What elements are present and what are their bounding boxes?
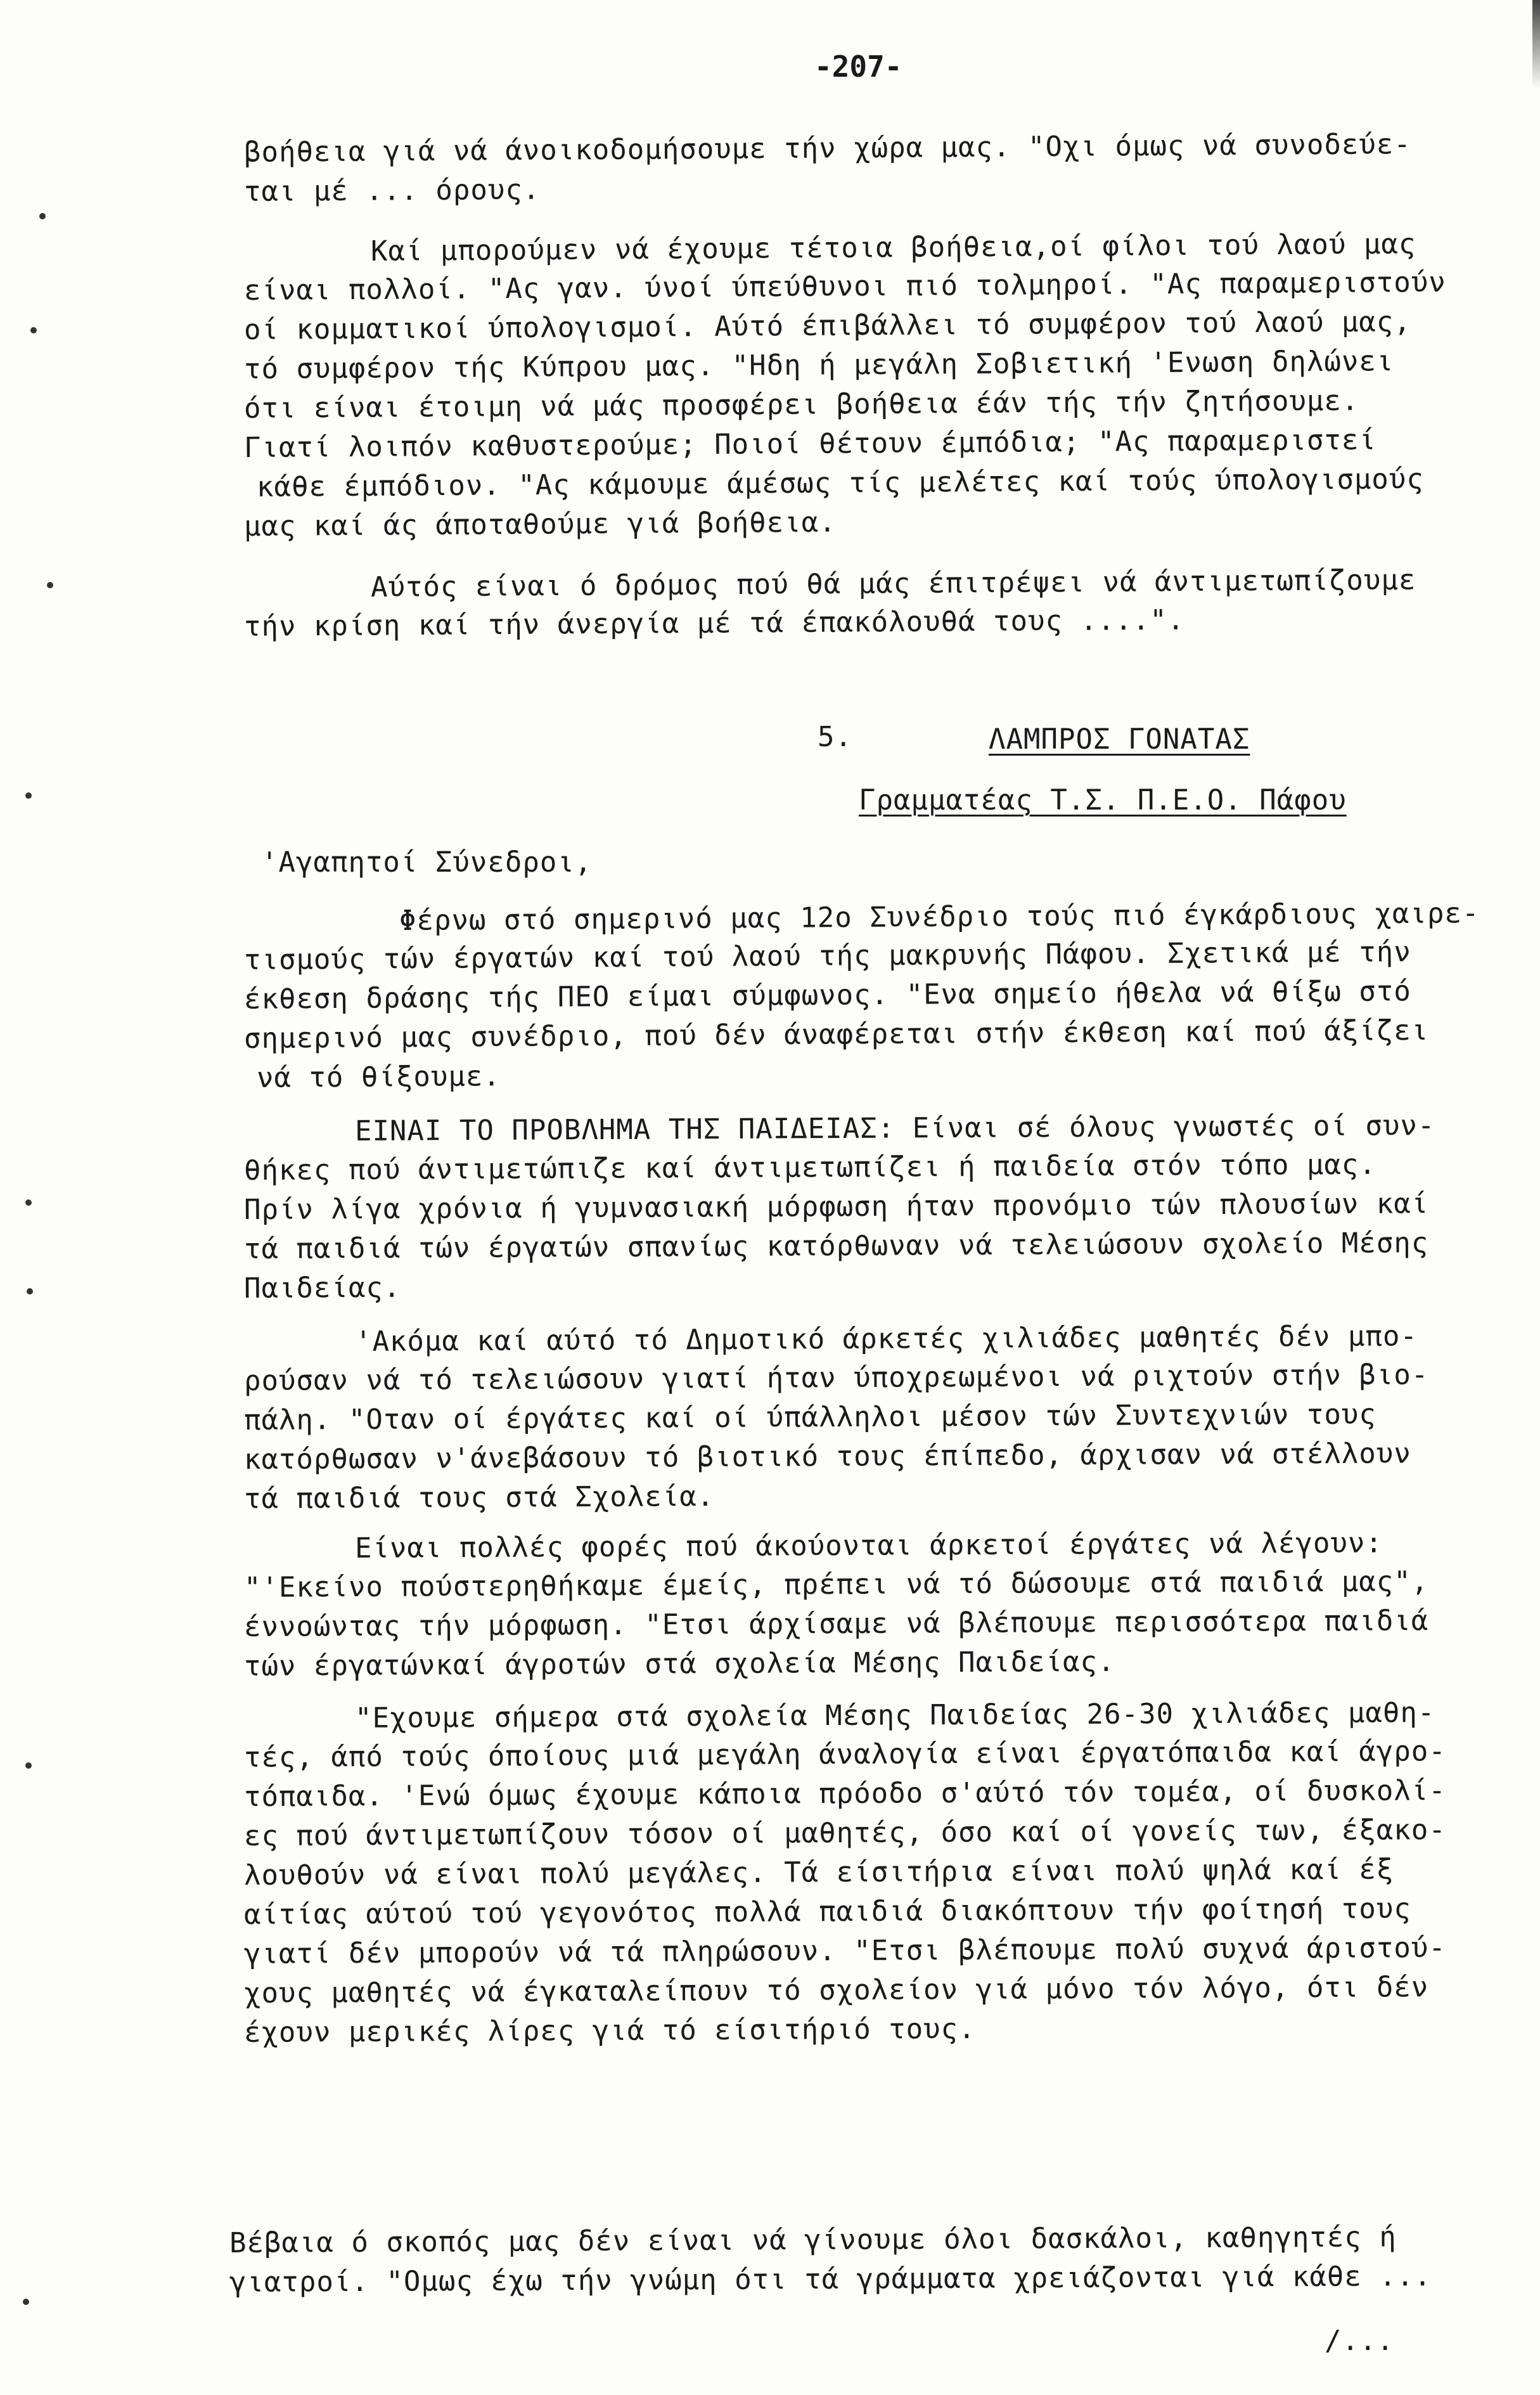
text-line: τισμούς τών έργατών καί τού λαού τής μακρυνής Πάφου. Σχετικά μέ τήν: [243, 936, 1411, 976]
text-line: νά τό θίξουμε.: [256, 1060, 501, 1094]
text-line: λουθούν νά είναι πολύ μεγάλες. Τά είσιτήρια είναι πολύ ψηλά καί έξ: [243, 1853, 1394, 1892]
text-line: Πρίν λίγα χρόνια ή γυμνασιακή μόρφωση ήταν προνόμιο τών πλουσίων καί: [243, 1187, 1429, 1226]
text-line: τά παιδιά τών έργατών σπανίως κατόρθωναν νά τελειώσουν σχολείο Μέσης: [243, 1227, 1429, 1265]
text-line: γιατροί. "Ομως έχω τήν γνώμη ότι τά γράμματα χρειάζονται γιά κάθε ...: [229, 2260, 1432, 2299]
text-line: σημερινό μας συνέδριο, πού δέν άναφέρεται στήν έκθεση καί πού άξίζει: [243, 1014, 1429, 1055]
text-line: οί κομματικοί ύπολογισμοί. Αύτό έπιβάλλει τό συμφέρον τού λαού μας,: [243, 306, 1411, 346]
salutation: 'Αγαπητοί Σύνεδροι,: [261, 846, 593, 879]
text-line: τές, άπό τούς όποίους μιά μεγάλη άναλογία είναι έργατόπαιδα καί άγρο-: [243, 1735, 1446, 1774]
text-line: Φέρνω στό σημερινό μας 12ο Συνέδριο τούς πιό έγκάρδιους χαιρε-: [399, 897, 1480, 937]
text-line: Αύτός είναι ό δρόμος πού θά μάς έπιτρέψει νά άντιμετωπίζουμε: [370, 564, 1416, 604]
text-line: χους μαθητές νά έγκαταλείπουν τό σχολείον γιά μόνο τόν λόγο, ότι δέν: [243, 1971, 1429, 2010]
scan-margin-dot: [25, 1199, 32, 1206]
continuation-mark: /...: [1325, 2325, 1394, 2357]
text-line: τό συμφέρον τής Κύπρου μας. "Ηδη ή μεγάλη Σοβιετική 'Ενωση δηλώνει: [243, 345, 1394, 385]
scan-margin-dot: [25, 792, 32, 799]
text-line: Είναι πολλές φορές πού άκούονται άρκετοί έργάτες νά λέγουν:: [354, 1527, 1383, 1565]
text-line: ρούσαν νά τό τελειώσουν γιατί ήταν ύποχρεωμένοι νά ριχτούν στήν βιο-: [243, 1359, 1429, 1397]
text-line: Παιδείας.: [243, 1271, 401, 1305]
text-line: τήν κρίση καί τήν άνεργία μέ τά έπακόλουθά τους ....".: [243, 604, 1185, 643]
text-line: ες πού άντιμετωπίζουν τόσον οί μαθητές, όσο καί οί γονείς των, έξακο-: [243, 1814, 1446, 1852]
scan-margin-dot: [30, 327, 37, 333]
text-line: μας καί άς άποταθούμε γιά βοήθεια.: [243, 506, 837, 543]
section-number: 5.: [818, 721, 852, 753]
text-line: είναι πολλοί. "Ας γαν. ύνοί ύπεύθυνοι πιό τολμηροί. "Ας παραμεριστούν: [243, 266, 1446, 307]
scan-edge-mark: [1532, 0, 1540, 89]
text-line: ότι είναι έτοιμη νά μάς προσφέρει βοήθεια έάν τής τήν ζητήσουμε.: [243, 384, 1359, 425]
scan-margin-dot: [39, 213, 46, 219]
text-line: κατόρθωσαν ν'άνεβάσουν τό βιοτικό τους έπίπεδο, άρχισαν νά στέλλουν: [243, 1437, 1411, 1476]
text-line: τόπαιδα. 'Ενώ όμως έχουμε κάποια πρόοδο σ'αύτό τόν τομέα, οί δυσκολί-: [243, 1774, 1446, 1813]
text-line: 'Ακόμα καί αύτό τό Δημοτικό άρκετές χιλιάδες μαθητές δέν μπο-: [354, 1320, 1418, 1358]
scan-margin-dot: [23, 2299, 29, 2305]
text-line: Καί μπορούμεν νά έχουμε τέτοια βοήθεια,οί φίλοι τού λαού μας: [370, 228, 1416, 268]
text-line: έχουν μερικές λίρες γιά τό είσιτήριό τους.: [243, 2012, 976, 2049]
text-line: ΕΙΝΑΙ ΤΟ ΠΡΟΒΛΗΜΑ ΤΗΣ ΠΑΙΔΕΙΑΣ: Είναι σέ όλους γνωστές οί συν-: [354, 1109, 1435, 1147]
text-line: τών έργατώνκαί άγροτών στά σχολεία Μέσης Παιδείας.: [243, 1645, 1115, 1682]
text-line: θήκες πού άντιμετώπιζε καί άντιμετωπίζει ή παιδεία στόν τόπο μας.: [243, 1148, 1376, 1187]
text-line: ται μέ ... όρους.: [243, 173, 541, 208]
text-line: "'Εκείνο πούστερηθήκαμε έμείς, πρέπει νά τό δώσουμε στά παιδιά μας",: [243, 1565, 1429, 1604]
text-line: γιατί δέν μπορούν νά τά πληρώσουν. "Ετσι βλέπουμε πολύ συχνά άριστού-: [243, 1932, 1446, 1970]
text-line: βοήθεια γιά νά άνοικοδομήσουμε τήν χώρα μας. "Οχι όμως νά συνοδεύε-: [243, 128, 1411, 169]
text-line: Γιατί λοιπόν καθυστερούμε; Ποιοί θέτουν έμπόδια; "Ας παραμεριστεί: [243, 423, 1377, 464]
text-line: έννοώντας τήν μόρφωση. "Ετσι άρχίσαμε νά βλέπουμε περισσότερα παιδιά: [243, 1604, 1429, 1643]
scan-margin-dot: [25, 1762, 32, 1769]
text-line: Βέβαια ό σκοπός μας δέν είναι νά γίνουμε όλοι δασκάλοι, καθηγητές ή: [229, 2221, 1397, 2259]
scan-margin-dot: [27, 1288, 33, 1294]
scan-margin-dot: [47, 582, 53, 588]
text-line: κάθε έμπόδιον. "Ας κάμουμε άμέσως τίς μελέτες καί τούς ύπολογισμούς: [256, 463, 1424, 503]
page-number: -207-: [814, 49, 902, 84]
text-line: τά παιδιά τους στά Σχολεία.: [243, 1480, 715, 1515]
text-line: αίτίας αύτού τού γεγονότος πολλά παιδιά διακόπτουν τήν φοίτησή τους: [243, 1892, 1411, 1931]
text-line: πάλη. "Οταν οί έργάτες καί οί ύπάλληλοι μέσον τών Συντεχνιών τους: [243, 1398, 1376, 1436]
speaker-title: Γραμματέας Τ.Σ. Π.Ε.Ο. Πάφου: [859, 784, 1347, 817]
speaker-name: ΛΑΜΠΡΟΣ ΓΟΝΑΤΑΣ: [989, 723, 1250, 756]
text-line: "Εχουμε σήμερα στά σχολεία Μέσης Παιδείας 26-30 χιλιάδες μαθη-: [354, 1696, 1435, 1734]
text-line: έκθεση δράσης τής ΠΕΟ είμαι σύμφωνος. "Ενα σημείο ήθελα νά θίξω στό: [243, 975, 1411, 1016]
